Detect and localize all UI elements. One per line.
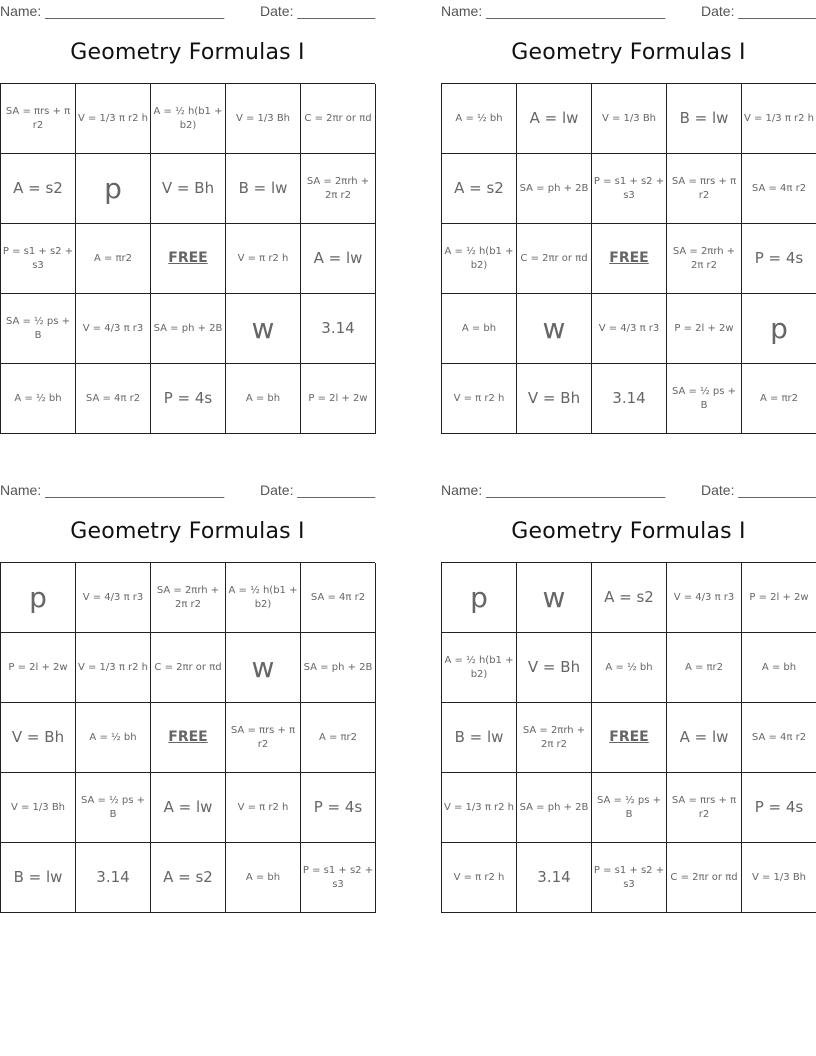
bingo-cell: A = lw: [151, 773, 226, 843]
bingo-cell: SA = πrs + π r2: [667, 154, 742, 224]
bingo-cell: A = bh: [226, 843, 301, 913]
date-field-label: Date: __________: [701, 3, 816, 19]
card-title: Geometry Formulas I: [70, 519, 305, 544]
bingo-cell: A = ½ bh: [442, 84, 517, 154]
bingo-cell: B = lw: [226, 154, 301, 224]
bingo-grid: [441, 562, 816, 913]
bingo-cell: P = s1 + s2 + s3: [592, 154, 667, 224]
bingo-cell: P = 2l + 2w: [742, 563, 816, 633]
bingo-cell: 3.14: [592, 364, 667, 434]
bingo-cell: V = Bh: [517, 633, 592, 703]
date-field-label: Date: __________: [260, 3, 376, 19]
bingo-cell: w: [517, 294, 592, 364]
bingo-cell: A = ½ h(b1 + b2): [442, 224, 517, 294]
bingo-cell: 3.14: [517, 843, 592, 913]
bingo-cell: A = ½ bh: [76, 703, 151, 773]
bingo-cell: C = 2πr or πd: [151, 633, 226, 703]
bingo-cell: A = ½ h(b1 + b2): [151, 84, 226, 154]
bingo-cell: 3.14: [76, 843, 151, 913]
bingo-cell: V = π r2 h: [226, 773, 301, 843]
bingo-cell: V = 1/3 π r2 h: [442, 773, 517, 843]
free-space-cell: FREE: [151, 703, 226, 773]
free-space-cell: FREE: [592, 703, 667, 773]
bingo-cell: P = 4s: [301, 773, 376, 843]
bingo-grid: [0, 562, 375, 913]
bingo-cell: A = ½ bh: [1, 364, 76, 434]
bingo-cell: V = Bh: [151, 154, 226, 224]
bingo-cell: A = s2: [151, 843, 226, 913]
bingo-cell: V = π r2 h: [226, 224, 301, 294]
bingo-grid: [0, 83, 375, 434]
free-space-cell: FREE: [592, 224, 667, 294]
bingo-cell: A = lw: [301, 224, 376, 294]
bingo-cell: V = 4/3 π r3: [592, 294, 667, 364]
bingo-cell: P = s1 + s2 + s3: [1, 224, 76, 294]
bingo-cell: P = 4s: [742, 224, 816, 294]
bingo-cell: P = 2l + 2w: [301, 364, 376, 434]
bingo-cell: V = π r2 h: [442, 364, 517, 434]
bingo-cell: V = 1/3 π r2 h: [742, 84, 816, 154]
card-title: Geometry Formulas I: [511, 519, 746, 544]
bingo-cell: B = lw: [1, 843, 76, 913]
card-title: Geometry Formulas I: [70, 40, 305, 65]
name-field-label: Name: _______________________: [0, 482, 225, 498]
bingo-cell: P = s1 + s2 + s3: [592, 843, 667, 913]
bingo-cell: SA = ½ ps + B: [667, 364, 742, 434]
bingo-cell: V = 1/3 π r2 h: [76, 84, 151, 154]
bingo-cell: SA = 4π r2: [742, 703, 816, 773]
bingo-cell: V = 1/3 Bh: [592, 84, 667, 154]
bingo-cell: A = πr2: [667, 633, 742, 703]
bingo-cell: A = πr2: [301, 703, 376, 773]
bingo-cell: SA = πrs + π r2: [667, 773, 742, 843]
bingo-cell: V = 1/3 Bh: [1, 773, 76, 843]
bingo-cell: SA = 2πrh + 2π r2: [301, 154, 376, 224]
free-space-cell: FREE: [151, 224, 226, 294]
name-field-label: Name: _______________________: [0, 3, 225, 19]
bingo-cell: A = ½ bh: [592, 633, 667, 703]
card-title: Geometry Formulas I: [511, 40, 746, 65]
bingo-cell: A = s2: [1, 154, 76, 224]
bingo-cell: A = bh: [742, 633, 816, 703]
bingo-cell: p: [742, 294, 816, 364]
bingo-cell: P = 2l + 2w: [667, 294, 742, 364]
bingo-cell: SA = ½ ps + B: [1, 294, 76, 364]
bingo-cell: p: [442, 563, 517, 633]
date-field-label: Date: __________: [260, 482, 376, 498]
bingo-cell: P = s1 + s2 + s3: [301, 843, 376, 913]
bingo-cell: SA = ph + 2B: [301, 633, 376, 703]
bingo-grid: [441, 83, 816, 434]
bingo-cell: V = Bh: [1, 703, 76, 773]
bingo-cell: A = lw: [517, 84, 592, 154]
name-field-label: Name: _______________________: [441, 3, 666, 19]
date-field-label: Date: __________: [701, 482, 816, 498]
bingo-cell: SA = πrs + π r2: [1, 84, 76, 154]
bingo-cell: P = 2l + 2w: [1, 633, 76, 703]
bingo-cell: C = 2πr or πd: [301, 84, 376, 154]
bingo-cell: SA = ½ ps + B: [592, 773, 667, 843]
bingo-cell: A = πr2: [742, 364, 816, 434]
bingo-cell: A = πr2: [76, 224, 151, 294]
bingo-cell: p: [76, 154, 151, 224]
bingo-cell: SA = 4π r2: [742, 154, 816, 224]
card-header: [0, 479, 375, 501]
bingo-cell: w: [226, 633, 301, 703]
bingo-cell: w: [226, 294, 301, 364]
bingo-cell: V = 4/3 π r3: [76, 563, 151, 633]
bingo-cell: V = π r2 h: [442, 843, 517, 913]
card-header: [441, 0, 816, 22]
bingo-cell: B = lw: [667, 84, 742, 154]
bingo-cell: A = bh: [226, 364, 301, 434]
bingo-cell: w: [517, 563, 592, 633]
bingo-cell: V = 1/3 Bh: [226, 84, 301, 154]
bingo-cell: SA = 2πrh + 2π r2: [667, 224, 742, 294]
bingo-cell: V = 4/3 π r3: [76, 294, 151, 364]
bingo-cell: A = ½ h(b1 + b2): [226, 563, 301, 633]
bingo-cell: SA = ph + 2B: [517, 773, 592, 843]
bingo-cell: SA = 2πrh + 2π r2: [517, 703, 592, 773]
bingo-cell: V = Bh: [517, 364, 592, 434]
bingo-cell: SA = ½ ps + B: [76, 773, 151, 843]
bingo-cell: 3.14: [301, 294, 376, 364]
bingo-cell: SA = 2πrh + 2π r2: [151, 563, 226, 633]
card-header: [441, 479, 816, 501]
bingo-cell: SA = πrs + π r2: [226, 703, 301, 773]
bingo-cell: SA = ph + 2B: [517, 154, 592, 224]
bingo-cell: A = s2: [592, 563, 667, 633]
bingo-cell: B = lw: [442, 703, 517, 773]
bingo-cell: P = 4s: [742, 773, 816, 843]
bingo-cell: A = ½ h(b1 + b2): [442, 633, 517, 703]
bingo-cell: A = s2: [442, 154, 517, 224]
name-field-label: Name: _______________________: [441, 482, 666, 498]
bingo-cell: A = bh: [442, 294, 517, 364]
bingo-cell: p: [1, 563, 76, 633]
bingo-cell: V = 1/3 Bh: [742, 843, 816, 913]
bingo-cell: V = 1/3 π r2 h: [76, 633, 151, 703]
bingo-cell: V = 4/3 π r3: [667, 563, 742, 633]
bingo-cell: P = 4s: [151, 364, 226, 434]
bingo-cell: SA = 4π r2: [301, 563, 376, 633]
card-header: [0, 0, 375, 22]
bingo-cell: SA = ph + 2B: [151, 294, 226, 364]
bingo-cell: C = 2πr or πd: [667, 843, 742, 913]
bingo-cell: C = 2πr or πd: [517, 224, 592, 294]
bingo-cell: SA = 4π r2: [76, 364, 151, 434]
bingo-cell: A = lw: [667, 703, 742, 773]
